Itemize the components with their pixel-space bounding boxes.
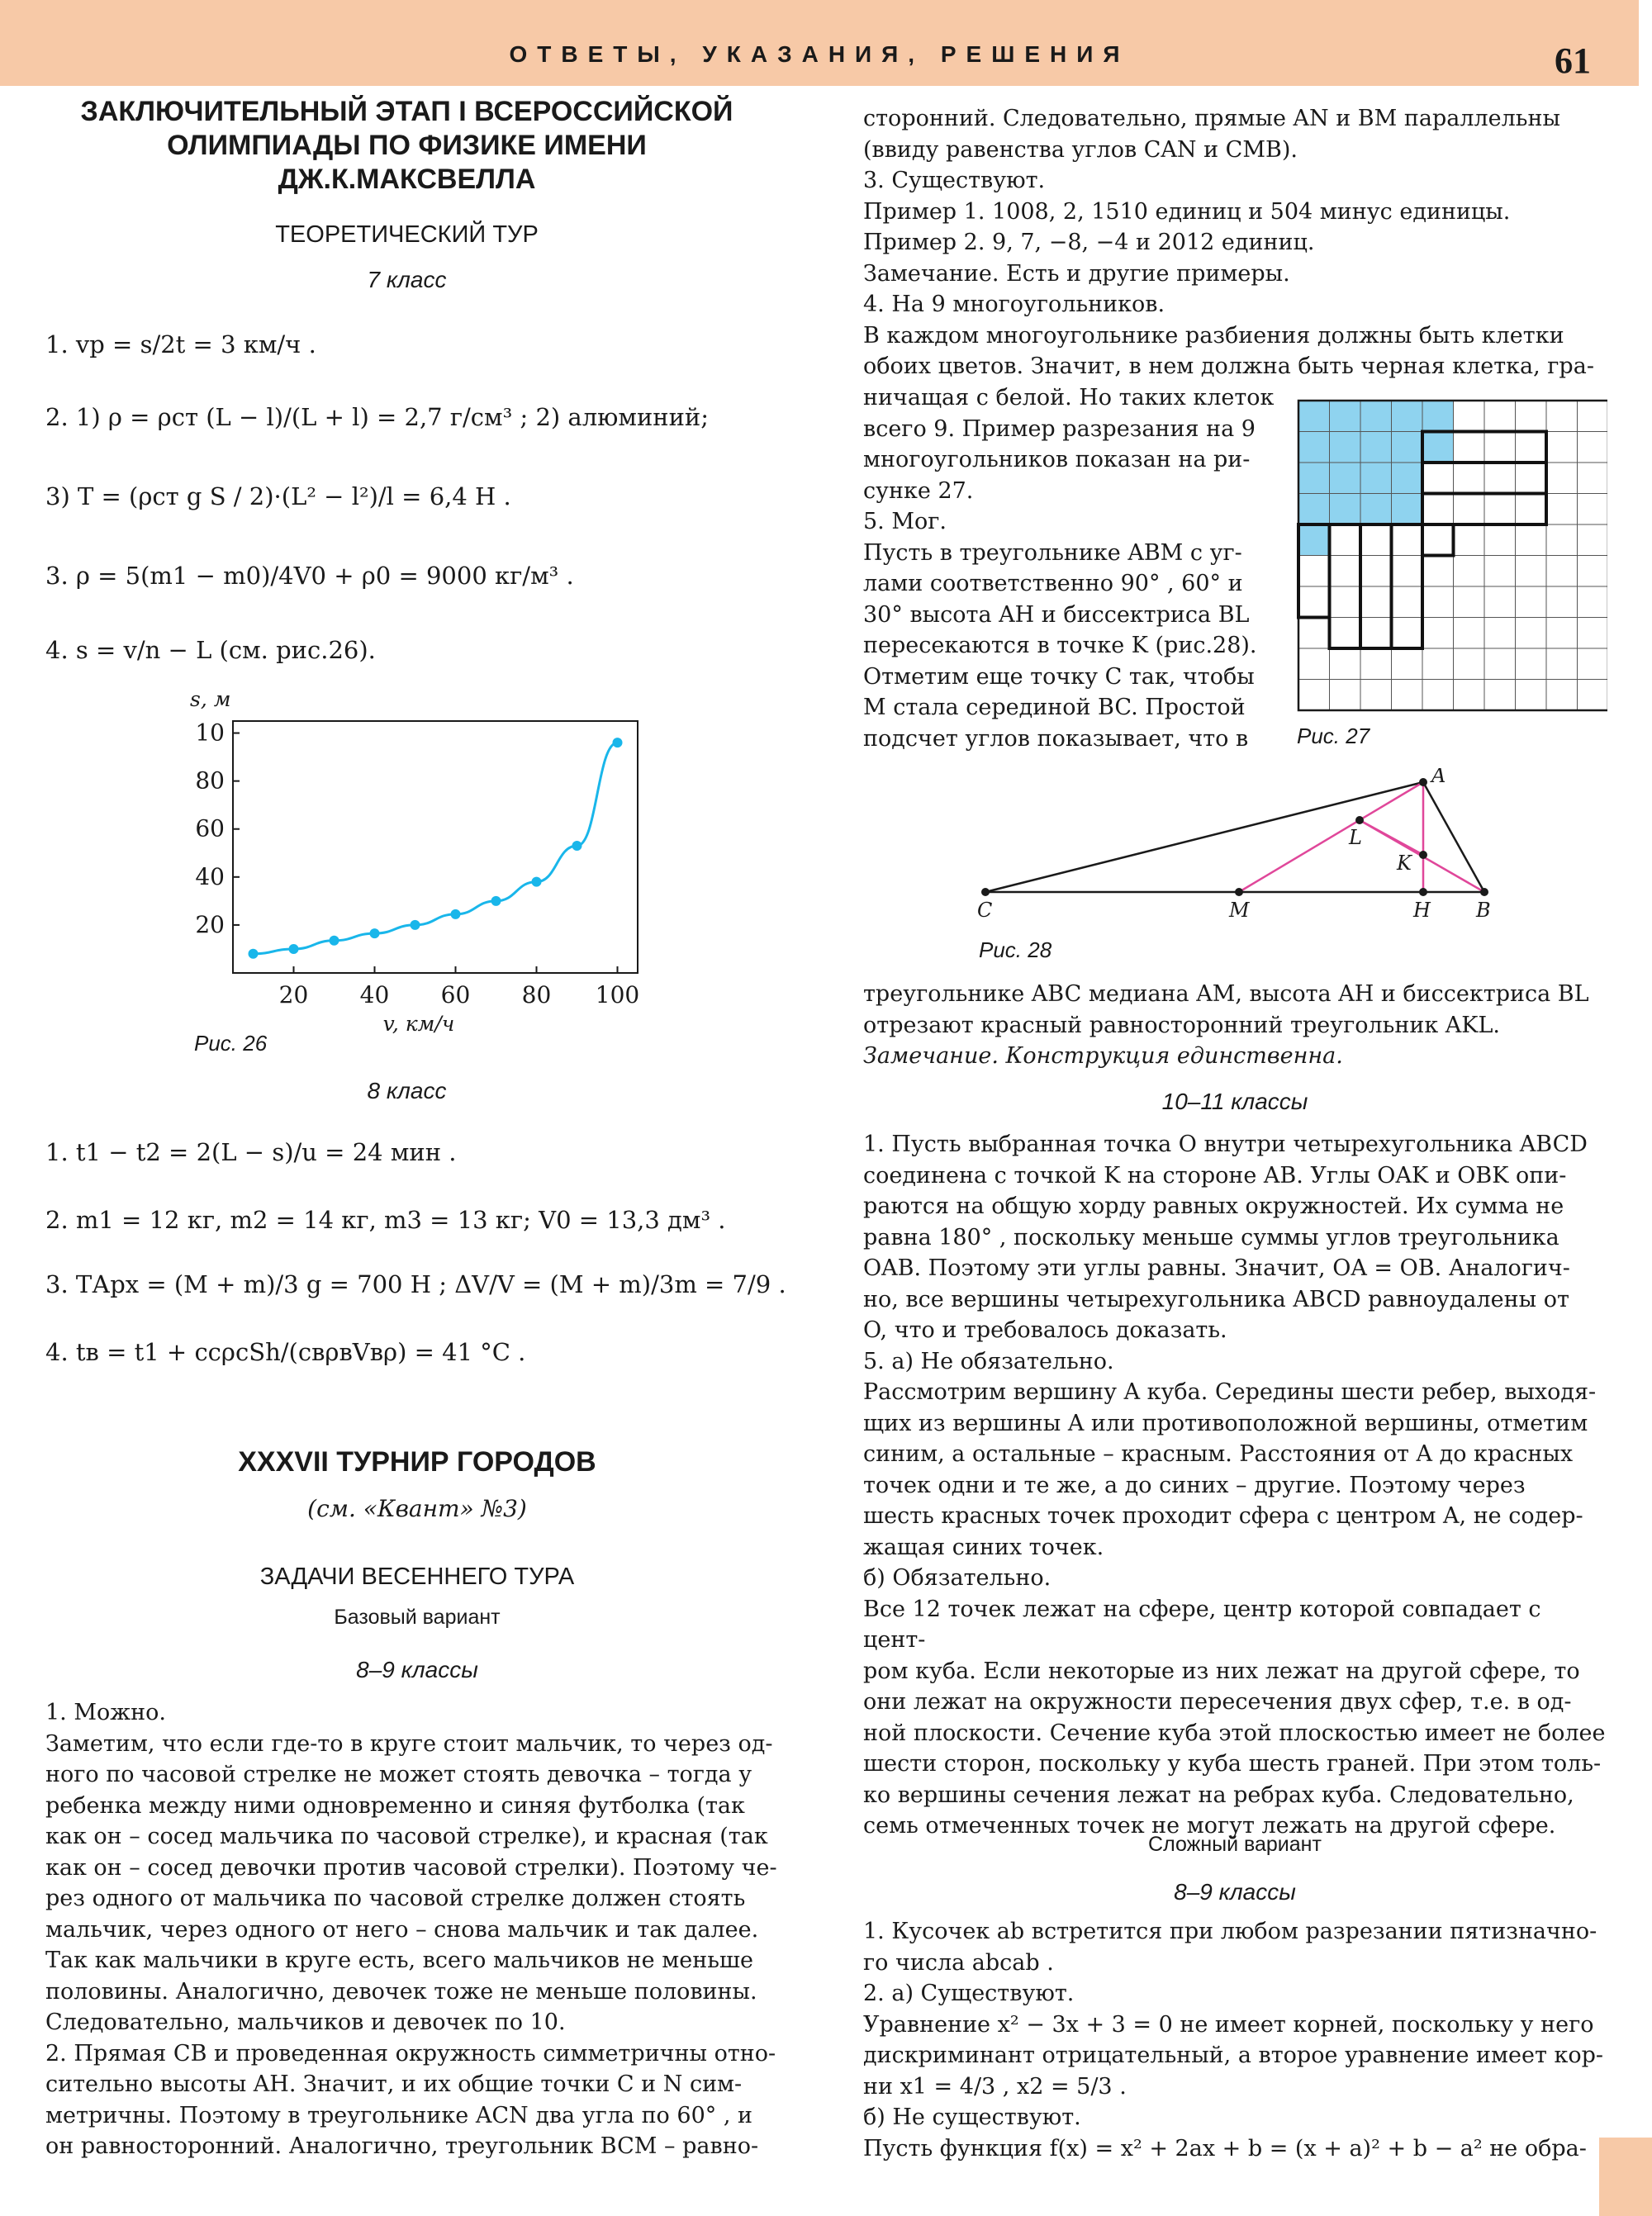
data-point [289, 944, 299, 954]
y-tick-label: 60 [195, 814, 225, 842]
point-l [1355, 816, 1364, 824]
page-corner-tab [1599, 2138, 1652, 2216]
olympiad-title: ЗАКЛЮЧИТЕЛЬНЫЙ ЭТАП I ВСЕРОССИЙСКОЙ ОЛИМПИАДЫ ПО ФИЗИКЕ ИМЕНИ ДЖ.К.МАКСВЕЛЛА [80, 96, 733, 195]
turnir-title: XXXVII ТУРНИР ГОРОДОВ [238, 1446, 596, 1478]
data-point [532, 877, 542, 887]
data-point [249, 949, 259, 959]
y-tick-label: 10 [195, 719, 225, 747]
y-tick-label: 40 [195, 862, 225, 890]
data-point [370, 928, 380, 938]
fig-27-grid [1297, 399, 1607, 713]
hard-variant: Сложный вариант [1148, 1833, 1322, 1856]
x-tick-label: 20 [278, 981, 309, 1008]
x-tick-label: 40 [359, 981, 390, 1008]
right-narrow-text: ничащая с белой. Но таких клеток всего 9. Пример разрезания на 9 многоугольников показан на ри- сунке 27. 5. Мог. Пусть в треугольнике ABM с уг- лами соответственно 90° , 60° и 30° высота AH и биссектриса BL пересекаются в точке K (рис.28). Отметим еще точку C так, чтобы M стала серединой BC. Простой подсчет углов показывает, что в [863, 385, 1275, 752]
right-mid-text: треугольнике ABC медиана AM, высота AH и биссектриса BL отрезают красный равносторонний треугольник AKL. Замечание. Конструкция единственна. [863, 981, 1589, 1069]
x-tick-label: 60 [440, 981, 471, 1008]
data-point [572, 841, 582, 851]
point-m [1235, 888, 1243, 896]
median-am [1239, 782, 1423, 892]
left-column [45, 93, 768, 293]
label-h: H [1413, 899, 1431, 922]
cut-polygon [1422, 524, 1454, 556]
x-axis-label: v, км/ч [382, 1012, 455, 1036]
right-top-text: сторонний. Следовательно, прямые AN и BM параллельны (ввиду равенства углов CAN и CMB). 3. Существуют. Пример 1. 1008, 2, 1510 единиц и 504 минус единицы. Пример 2. 9, 7, −8, −4 и 2012 единиц. Замечание. Есть и другие примеры. 4. На 9 многоугольников. В каждом многоугольнике разбиения должны быть клетки обоих цветов. Значит, в нем должна быть черная клетка, гра- [863, 106, 1594, 379]
spring-heading: ЗАДАЧИ ВЕСЕННЕГО ТУРА [259, 1564, 575, 1590]
label-c: C [977, 899, 993, 922]
left-body-text: 1. Можно. Заметим, что если где-то в круге стоит мальчик, то через од- ного по часовой стрелке не может стоять девочка – тогда у ребенка между ними одновременно и синяя футболка (так как он – сосед мальчика по часовой стрелке), и красная (так как он – сосед девочки против часовой стрелки). Поэтому че- рез одного от мальчика по часовой стрелке должен стоять мальчик, через одного от него – снова мальчик и так далее. Так как мальчики в круге есть, всего мальчиков не меньше половины. Аналогично, девочек тоже не меньше половины. Следовательно, мальчиков и девочек по 10. 2. Прямая CB и проведенная окружность симметричны отно- сительно высоты AH. Значит, и их общие точки C и N сим- метричны. Поэтому в треугольнике ACN два угла по 60° , и он равносторонний. Аналогично, треугольник BCM – равно- [45, 1700, 777, 2159]
fig-27-caption: Рис. 27 [1297, 724, 1370, 748]
base-variant: Базовый вариант [334, 1606, 501, 1629]
x-tick-label: 80 [521, 981, 552, 1008]
class-89-heading: 8–9 классы [356, 1657, 478, 1682]
y-axis-label: s, м [190, 690, 231, 711]
answer-7-4: 3. ρ = 5(m1 − m0)/4V0 + ρ0 = 9000 кг/м³ . [45, 562, 574, 590]
page-header [0, 0, 1639, 86]
fig-28-triangle [971, 768, 1507, 937]
right-end-text: 1. Кусочек ab встретится при любом разрезании пятизначно- го числа abcab . 2. а) Существуют. Уравнение x² − 3x + 3 = 0 не имеет корней, поскольку у него дискриминант отрицательный, а второе уравнение имеет кор- ни x1 = 4/3 , x2 = 5/3 . б) Не существуют. Пусть функция f(x) = x² + 2ax + b = (x + a)² + b − a² не обра- [863, 1919, 1604, 2161]
data-point [411, 920, 420, 930]
label-l: L [1349, 826, 1362, 849]
answer-8-3: 3. TАрх = (M + m)/3 g = 700 Н ; ΔV/V = (M + m)/3m = 7/9 . [45, 1270, 786, 1298]
point-h [1419, 888, 1427, 896]
class-7-heading: 7 класс [367, 267, 447, 292]
class-89b-heading: 8–9 классы [1174, 1879, 1296, 1905]
segment-lk [1360, 820, 1423, 855]
y-tick-label: 20 [195, 910, 225, 938]
label-m: M [1229, 899, 1250, 922]
fig-28-caption: Рис. 28 [979, 937, 1052, 962]
fig-26-caption: Рис. 26 [194, 1031, 268, 1056]
label-k: K [1397, 852, 1412, 875]
data-point [613, 738, 623, 747]
blue-cells [1298, 524, 1330, 556]
answer-7-2: 2. 1) ρ = ρст (L − l)/(L + l) = 2,7 г/см³ ; 2) алюминий; [45, 403, 710, 431]
answer-8-1: 1. t1 − t2 = 2(L − s)/u = 24 мин . [45, 1138, 457, 1166]
turnir-ref: (см. «Квант» №3) [307, 1495, 527, 1522]
x-tick-label: 100 [595, 981, 640, 1008]
y-tick-label: 80 [195, 766, 225, 795]
chart-fig-26 [173, 690, 669, 1045]
series-line [254, 743, 618, 954]
answer-7-5: 4. s = v/n − L (см. рис.26). [45, 636, 376, 664]
point-c [981, 888, 990, 896]
class-1011-heading: 10–11 классы [1161, 1089, 1308, 1114]
answer-7-3: 3) T = (ρст g S / 2)·(L² − l²)/l = 6,4 Н . [45, 482, 511, 510]
page-number: 61 [1555, 40, 1591, 81]
point-a [1419, 778, 1427, 786]
data-point [330, 936, 339, 946]
point-k [1419, 851, 1427, 859]
answer-7-1: 1. vр = s/2t = 3 км/ч . [45, 330, 316, 358]
answer-8-2: 2. m1 = 12 кг, m2 = 14 кг, m3 = 13 кг; V0 = 13,3 дм³ . [45, 1206, 726, 1234]
class-8-heading: 8 класс [367, 1078, 447, 1103]
tour-heading: ТЕОРЕТИЧЕСКИЙ ТУР [275, 221, 539, 248]
point-b [1480, 888, 1488, 896]
running-title: ОТВЕТЫ, УКАЗАНИЯ, РЕШЕНИЯ [509, 41, 1130, 67]
data-point [451, 909, 461, 919]
label-a: A [1431, 768, 1446, 787]
answer-8-4: 4. tв = t1 + cсρсSh/(cвρвVвρ) = 41 °С . [45, 1338, 526, 1366]
label-b: B [1476, 899, 1491, 922]
data-point [491, 896, 501, 906]
right-body-text: 1. Пусть выбранная точка O внутри четырехугольника ABCD соединена с точкой K на стороне AB. Углы OAK и OBK опи- раются на общую хорду равных окружностей. Их сумма не равна 180° , поскольку меньше суммы углов треугольника OAB. Поэтому эти углы равны. Значит, OA = OB. Аналогич- но, все вершины четырехугольника ABCD равноудалены от O, что и требовалось доказать. 5. а) Не обязательно. Рассмотрим вершину A куба. Середины шести ребер, выходя- щих из вершины A или противоположной вершины, отметим синим, а остальные – красным. Расстояния от A до красных точек одни и те же, а до синих – другие. Поэтому через шесть красных точек проходит сфера с центром A, не содер- жащая синих точек. б) Обязательно. Все 12 точек лежат на сфере, центр которой совпадает с цент- ром куба. Если некоторые из них лежат на другой сфере, то они лежат на окружности пересечения двух сфер, т.е. в од- ной плоскости. Сечение куба этой плоскостью имеет не более шести сторон, поскольку у куба шесть граней. При этом толь- ко вершины сечения лежат на ребрах куба. Следовательно, семь отмеченных точек не могут лежать на другой сфере. [863, 1132, 1606, 1839]
